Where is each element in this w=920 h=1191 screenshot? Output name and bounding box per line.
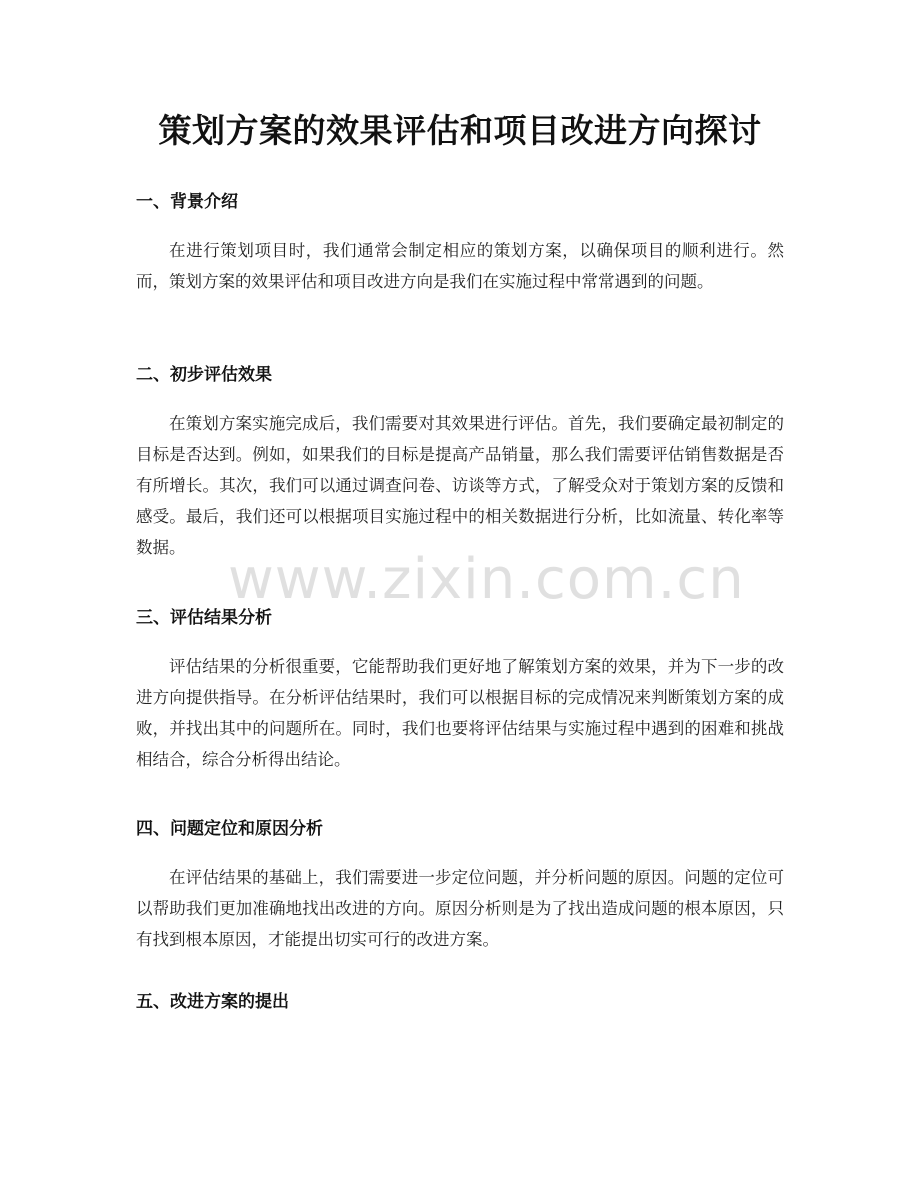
section-heading: 五、改进方案的提出: [136, 992, 289, 1012]
document-title: 策划方案的效果评估和项目改进方向探讨: [158, 111, 762, 150]
section-heading: 四、问题定位和原因分析: [136, 819, 323, 839]
section-background: [136, 190, 784, 297]
section-improvement-proposal: [136, 990, 784, 1014]
section-paragraph: 在策划方案实施完成后，我们需要对其效果进行评估。首先，我们要确定最初制定的目标是否达到。例如，如果我们的目标是提高产品销量，那么我们需要评估销售数据是否有所增长。其次，我们可以通过调查问卷、访谈等方式，了解受众对于策划方案的反馈和感受。最后，我们还可以根据项目实施过程中的相关数据进行分析，比如流量、转化率等数据。: [136, 414, 784, 557]
section-initial-evaluation: [136, 363, 784, 563]
section-heading: 三、评估结果分析: [136, 608, 272, 628]
section-problem-analysis: [136, 817, 784, 955]
watermark: www.zixin.com.cn: [228, 547, 745, 612]
section-result-analysis: [136, 606, 784, 775]
section-paragraph: 在进行策划项目时，我们通常会制定相应的策划方案，以确保项目的顺利进行。然而，策划方案的效果评估和项目改进方向是我们在实施过程中常常遇到的问题。: [136, 241, 784, 291]
section-paragraph: 在评估结果的基础上，我们需要进一步定位问题，并分析问题的原因。问题的定位可以帮助我们更加准确地找出改进的方向。原因分析则是为了找出造成问题的根本原因，只有找到根本原因，才能提出切实可行的改进方案。: [136, 868, 784, 949]
section-paragraph: 评估结果的分析很重要，它能帮助我们更好地了解策划方案的效果，并为下一步的改进方向提供指导。在分析评估结果时，我们可以根据目标的完成情况来判断策划方案的成败，并找出其中的问题所在。同时，我们也要将评估结果与实施过程中遇到的困难和挑战相结合，综合分析得出结论。: [136, 657, 784, 769]
section-heading: 二、初步评估效果: [136, 365, 272, 385]
section-heading: 一、背景介绍: [136, 192, 238, 212]
